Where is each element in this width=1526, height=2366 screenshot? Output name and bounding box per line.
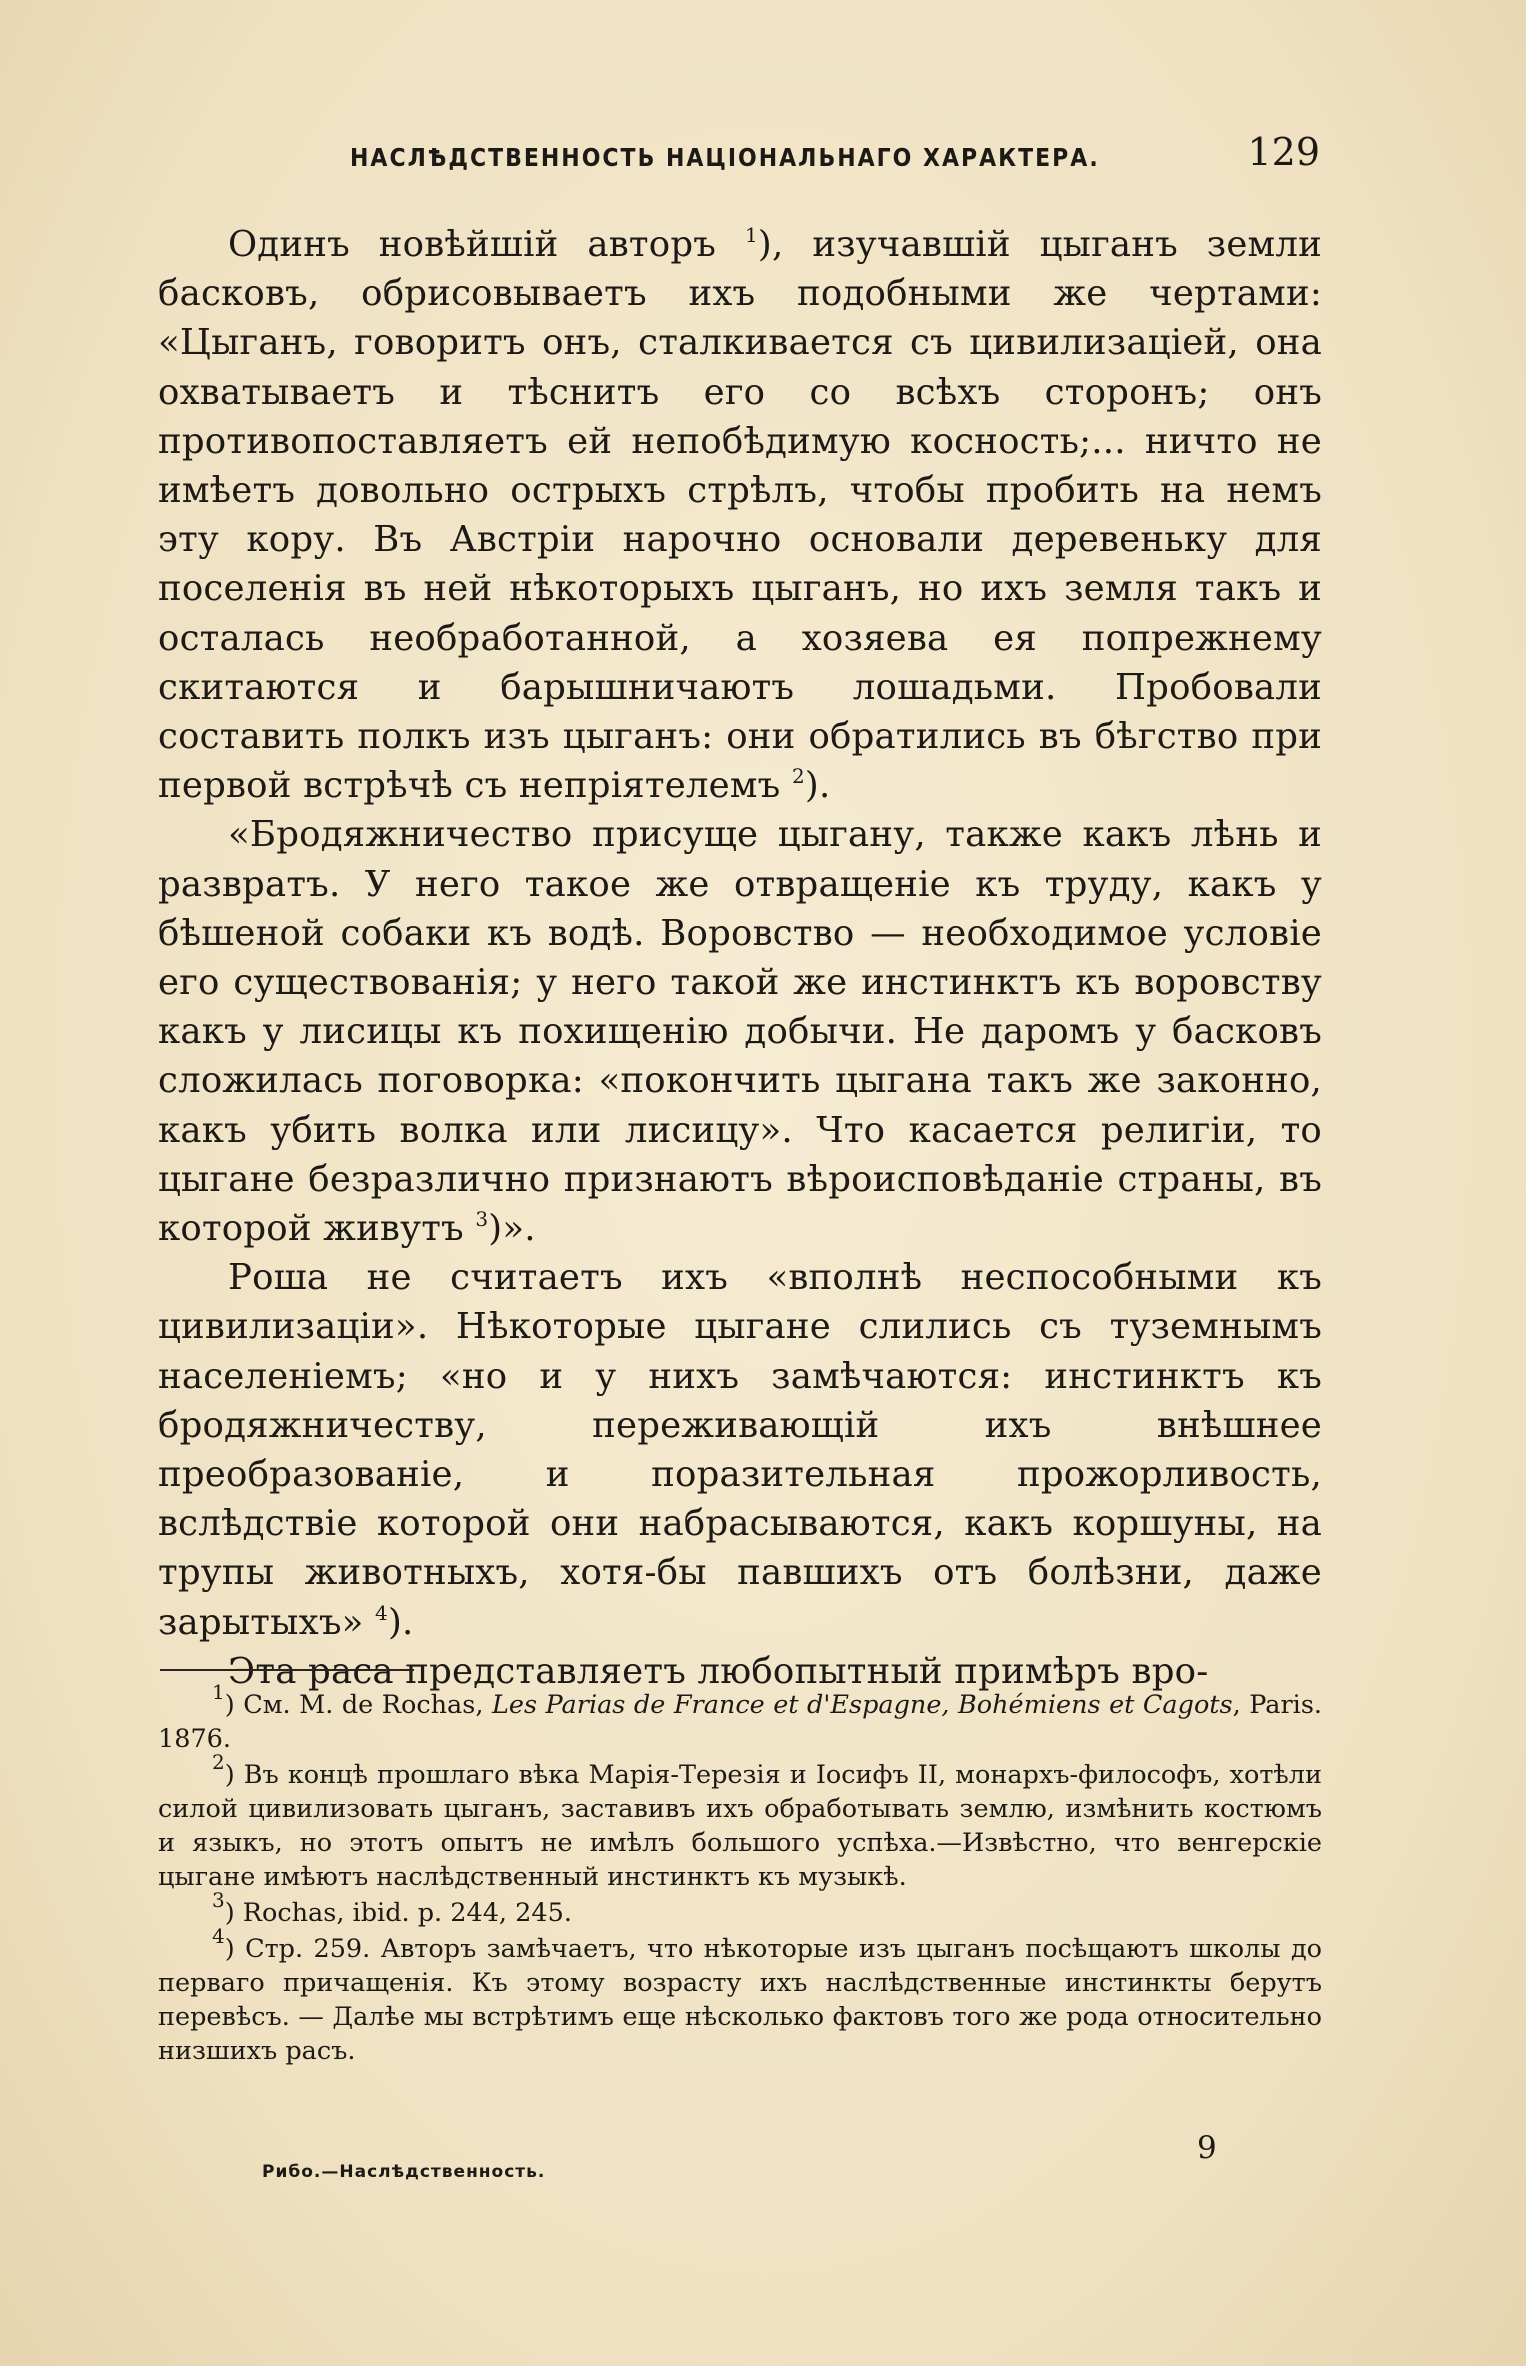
paragraph: «Бродяжничество присуще цыгану, также какъ лѣнь и развратъ. У него такое же отвращеніе къ труду, какъ у бѣшеной собаки къ водѣ. Воровство — необходимое условіе его существованія; у него такой же инстинктъ къ воровству какъ у лисицы къ похищенію добычи. Не даромъ у басковъ сложилась поговорка: «покончить цыгана такъ же законно, какъ убить волка или лисицу». Что касается религіи, то цыгане безразлично признаютъ вѣроисповѣданіе страны, въ которой живутъ $^3$)». — [158, 814, 1322, 1250]
page-header — [160, 130, 1320, 180]
footnote: $^3$) Rochas, ibid. p. 244, 245. — [212, 1888, 572, 1928]
footnote-ref: 3 — [475, 1207, 489, 1232]
paragraph: Одинъ новѣйшій авторъ $^1$), изучавшій цыганъ земли басковъ, обрисовываетъ ихъ подобными же чертами: «Цыганъ, говоритъ онъ, сталкивается съ цивилизаціей, она охватываетъ и тѣснитъ его со всѣхъ сторонъ; онъ противопоставляетъ ей непобѣдимую косность;... ничто не имѣетъ довольно острыхъ стрѣлъ, чтобы пробить на немъ эту кору. Въ Австріи нарочно основали деревеньку для поселенія въ ней нѣкоторыхъ цыганъ, но ихъ земля такъ и осталась необработанной, а хозяева ея попрежнему скитаются и барышничаютъ лошадьми. Пробовали составить полкъ изъ цыганъ: они обратились въ бѣгство при первой встрѣчѣ съ непріятелемъ $^2$). — [158, 223, 1322, 807]
paragraph: Эта раса представляетъ любопытный примѣръ вро- — [228, 1650, 1209, 1692]
footnote: $^4$) Стр. 259. Авторъ замѣчаетъ, что нѣкоторые изъ цыганъ посѣщаютъ школы до перваго причащенія. Къ этому возрасту ихъ наслѣдственные инстинкты берутъ перевѣсъ. — Далѣе мы встрѣтимъ еще нѣсколько фактовъ того же рода относительно низшихъ расъ. — [158, 1924, 1322, 2066]
main-text — [158, 220, 1322, 1696]
footnote-ref: 4 — [375, 1600, 388, 1625]
footnote: $^1$) См. M. de Rochas, Les Parias de France et d'Espagne, Bohémiens et Cagots, Paris. 1876. — [158, 1680, 1323, 1754]
footnote-divider — [160, 1669, 414, 1671]
footnote-ref: 2 — [791, 764, 805, 789]
paragraph: Роша не считаетъ ихъ «вполнѣ неспособными къ цивилизаціи». Нѣкоторые цыгане слились съ туземнымъ населеніемъ; «но и у нихъ замѣчаются: инстинктъ къ бродяжничеству, переживающій ихъ внѣшнее преобразованіе, и поразительная прожорливость, вслѣдствіе которой они набрасываются, какъ коршуны, на трупы животныхъ, хотя-бы павшихъ отъ болѣзни, даже зарытыхъ» $^4$). — [158, 1257, 1322, 1643]
footnote-ref: 1 — [744, 223, 758, 247]
signature-mark: 9 — [1197, 2130, 1217, 2166]
footnote: $^2$) Въ концѣ прошлаго вѣка Марія-Терезія и Іосифъ II, монархъ-философъ, хотѣли силой цивилизовать цыганъ, заставивъ ихъ обработывать землю, измѣнить костюмъ и языкъ, но этотъ опытъ не имѣлъ большого успѣха.—Извѣстно, что венгерскіе цыгане имѣютъ наслѣдственный инстинктъ къ музыкѣ. — [158, 1750, 1323, 1892]
footnotes — [158, 1680, 1323, 2068]
running-head: НАСЛѢДСТВЕННОСТЬ НАЦІОНАЛЬНАГО ХАРАКТЕРА. — [350, 144, 1100, 173]
page-number: 129 — [1247, 130, 1320, 174]
footer-line: Рибо.—Наслѣдственность. — [262, 2162, 546, 2182]
